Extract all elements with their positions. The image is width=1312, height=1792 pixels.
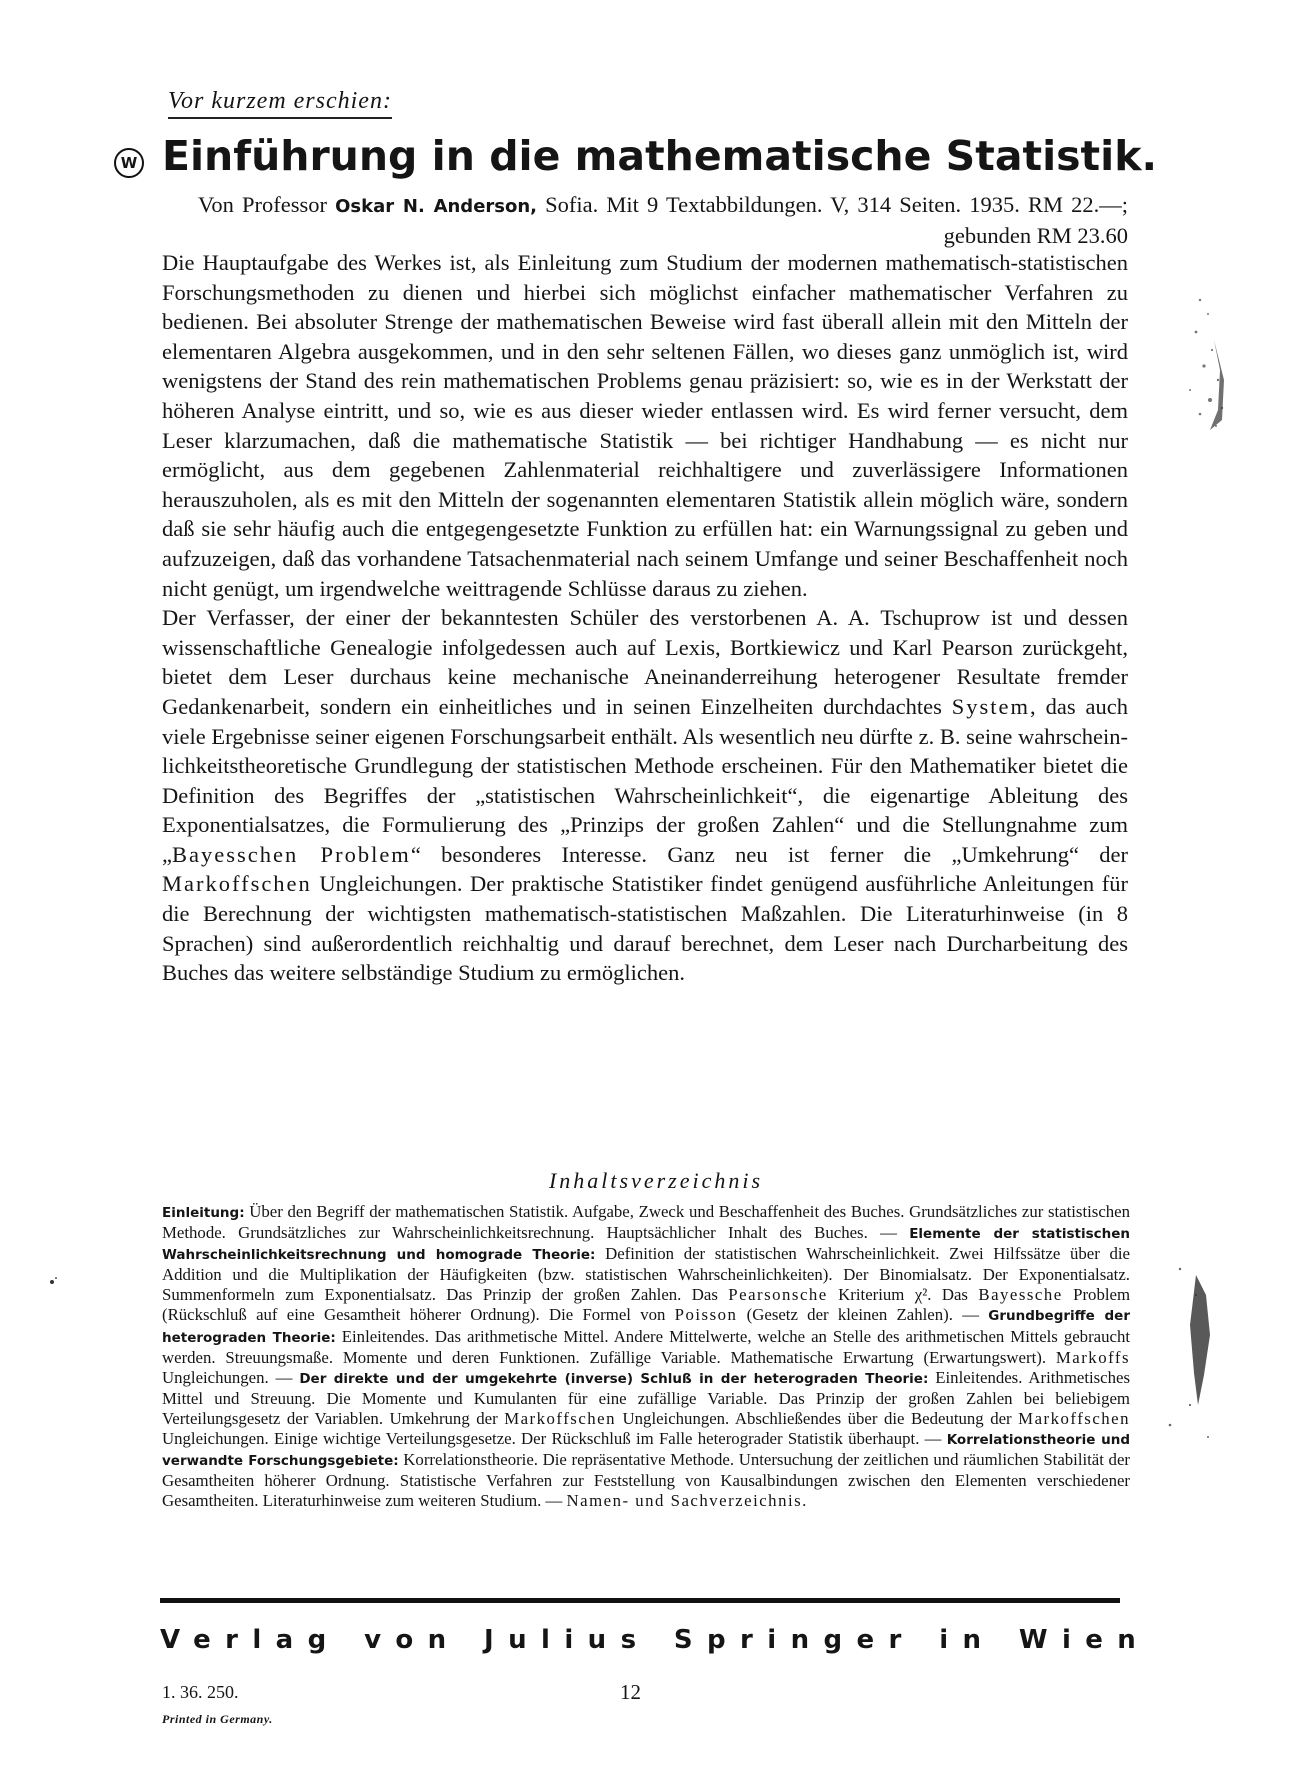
kicker-heading: Vor kurzem erschien: [168,88,392,119]
spaced-term: System [951,693,1031,719]
table-of-contents [162,1202,1130,1511]
paragraph-text: Ungleichungen. Der praktische Statistiker findet genügend ausführliche Anleitungen für die Berechnung der wichtigsten mathematisch-statistischen Maßzahlen. Die Literaturhinweise (in 8 Sprachen) sind außerordentlich reichhaltig und darauf berechnet, dem Leser nach Durcharbeitung des Buches das weitere selbständige Studium zu ermöglichen. [162,871,1128,986]
description-paragraph-1 [162,248,1128,603]
paragraph-text: Der Verfasser, der einer der bekanntesten Schüler des verstorbenen A. A. Tschuprow ist und dessen wissenschaftliche Genealogie infolgedessen auch auf Lexis, Bortkiewicz und Karl Pearson zurückgeht, bietet dem Leser durchaus keine mechanische Aneinanderreihung heterogener Resultate fremder Gedankenarbeit, sondern ein einheitliches und in seinen Einzelheiten durchdachtes [162,605,1128,719]
publisher-line: Verlag von Julius Springer in Wien [160,1625,1151,1655]
toc-spaced-term: Namen- und Sachverzeichnis. [566,1491,808,1511]
toc-text: Ungleichungen. — [162,1367,300,1387]
toc-spaced-term: Pearsonsche [728,1285,828,1305]
toc-heading: Inhaltsverzeichnis [548,1168,764,1193]
toc-section-heading: Der direkte und der umgekehrte (inverse) Schluß in der heterograden Theorie: [299,1370,929,1387]
paragraph-text: , das auch viele Ergebnisse seiner eigenen Forschungsarbeit enthält. Als wesentlich neu dürfte z. B. seine wahrscheinlichkeitstheoretische Grundlegung der statistischen Methode erscheinen. Für den Mathematiker bietet die Definition des Begriffes der „statistischen Wahrscheinlichkeit“, die eigenartige Ableitung des Exponentialsatzes, die Formulierung des „Prinzips der großen Zahlen“ und die Stellungnahme zum „ [162,693,1129,867]
toc-spaced-term: Markoffs [1055,1347,1130,1367]
printed-in-note: Printed in Germany. [162,1712,273,1726]
description-paragraph-2 [162,603,1128,988]
page-number: 12 [620,1680,641,1704]
description [162,248,1128,988]
paragraph-text: Die Hauptaufgabe des Werkes ist, als Einleitung zum Studium der modernen mathematisch-statistischen Forschungsmethoden zu dienen und hierbei sich möglichst einfacher mathematischer Verfahren zu bedienen. Bei absoluter Strenge der mathematischen Beweise wird fast überall allein mit den Mitteln der elementaren Algebra ausgekommen, und in den sehr seltenen Fällen, wo dieses ganz unmöglich ist, wird wenigstens der Stand des rein mathematischen Problems genau präzisiert: so, wie es in der Werkstatt der höheren Analyse eintritt, und so, wie es aus dieser wieder entlassen wird. Es wird ferner versucht, dem Leser klarzumachen, daß die mathematische Statistik — bei richtiger Handhabung — es nicht nur ermöglicht, aus dem gegebenen Zahlenmaterial reichhaltigere und zuverlässigere Informationen herauszuholen, als es mit den Mitteln der sogenannten elementaren Statistik allein möglich wäre, sondern daß sie sehr häufig auch die entgegengesetzte Funktion zu erfüllen hat: ein Warnungssignal zu geben und aufzuzeigen, daß das vorhandene Tatsachenmaterial nach seinem Umfange und seiner Beschaffenheit noch nicht genügt, um irgendwelche weittragende Schlüsse daraus zu ziehen. [162,250,1128,601]
author-name: Oskar N. Anderson, [335,196,538,217]
scan-speckle-decoration [1150,1255,1230,1445]
toc-text: Ungleichungen. Abschließendes über die Bedeutung der [616,1408,1019,1428]
toc-text: Korrelationstheorie. Die repräsentative Methode. Untersuchung der zeitlichen und räumlichen Stabilität der Gesamtheiten höherer Ordnung. Statistische Verfahren zur Feststellung von Kausalbindungen zwischen den Elementen verschiedener Gesamtheiten. Literaturhinweise zum weiteren Studium. — [162,1450,1130,1511]
book-title: Einführung in die mathematische Statistik. [162,132,1158,180]
toc-text: Einleitendes. Arithmetisches Mittel und Streuung. Die Momente und Kumulanten für eine zufällige Variable. Das Prinzip der großen Zahlen bei beliebigem Verteilungsgesetz der Variablen. Umkehrung der [162,1367,1130,1428]
toc-text: Ungleichungen. Einige wichtige Verteilungsgesetze. Der Rückschluß im Falle heterograder Statistik überhaupt. — [162,1429,947,1449]
scan-speckle-decoration [1160,280,1240,460]
print-code: 1. 36. 250. [162,1682,239,1702]
divider-rule [160,1598,1120,1603]
byline [198,190,1128,250]
toc-section-heading: Einleitung: [162,1205,245,1221]
toc-section-heading: Grundbegriffe der heterograden Theorie: [162,1308,1130,1346]
toc-spaced-term: Markoffschen [504,1408,617,1428]
toc-text: (Gesetz der kleinen Zahlen). — [737,1305,989,1325]
byline-details: Sofia. Mit 9 Textabbildungen. V, 314 Seiten. 1935. RM 22.—; gebunden RM 23.60 [537,192,1128,248]
toc-text: Über den Begriff der mathematischen Statistik. Aufgabe, Zweck und Beschaffenheit des Buches. Grundsätzliches zur statistischen Methode. Grundsätzliches zur Wahrscheinlichkeitsrechnung. Hauptsächlicher Inhalt des Buches. — [162,1202,1130,1243]
publisher-logo-icon: W [114,148,144,178]
scan-speckle-decoration [44,1272,64,1292]
toc-spaced-term: Poisson [674,1305,738,1325]
toc-text: Kriterium χ². Das [827,1285,979,1305]
toc-section-heading: Elemente der statistischen Wahrscheinlichkeitsrechnung und homograde Theorie: [162,1226,1130,1264]
toc-text: Problem (Rückschluß auf eine Gesamtheit höherer Ordnung). Die Formel von [162,1285,1131,1325]
spaced-term: Bayesschen Problem [172,841,411,867]
paragraph-text: “ besonderes Interesse. Ganz neu ist ferner die „Umkehrung“ der [410,841,1129,867]
toc-text: Definition der statistischen Wahrscheinlichkeit. Zwei Hilfssätze über die Addition und die Multiplikation der Häufigkeiten (bzw. statistischen Wahrscheinlichkeiten). Der Binomialsatz. Der Exponentialsatz. Summenformeln zum Exponentialsatz. Das Prinzip der großen Zahlen. Das [162,1244,1130,1305]
toc-spaced-term: Markoffschen [1018,1408,1130,1428]
spaced-term: Markoffschen [162,871,312,897]
toc-spaced-term: Bayessche [978,1285,1063,1305]
byline-prefix: Von Professor [198,192,336,217]
toc-section-heading: Korrelationstheorie und verwandte Forschungsgebiete: [162,1432,1131,1470]
toc-text: Einleitendes. Das arithmetische Mittel. Andere Mittelwerte, welche an Stelle des arithmetischen Mittels gebraucht werden. Streuungsmaße. Momente und deren Funktionen. Zufällige Variable. Mathematische Erwartung (Erwartungswert). [162,1326,1130,1367]
